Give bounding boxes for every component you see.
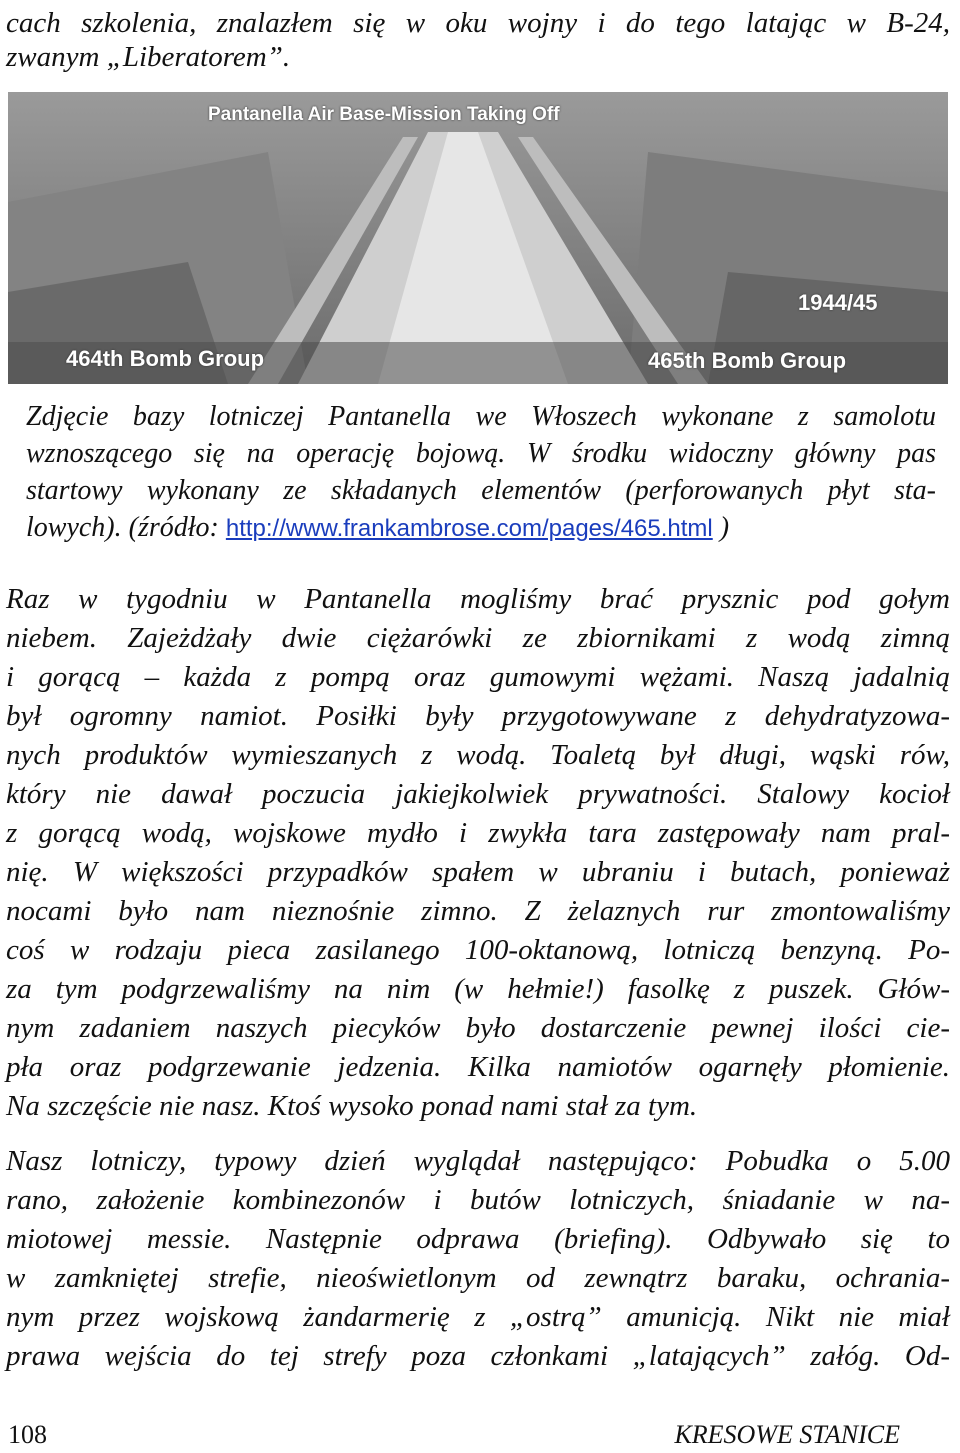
text-line: za tym podgrzewaliśmy na nim (w hełmie!) fasolkę z puszek. Głów- (6, 973, 950, 1005)
photo-right-label: 465th Bomb Group (648, 348, 847, 373)
photo-year-text: 1944/45 (798, 290, 878, 315)
caption-last-line (26, 509, 936, 547)
running-footer-title: KRESOWE STANICE (674, 1420, 900, 1449)
source-link[interactable]: http://www.frankambrose.com/pages/465.html (225, 515, 713, 542)
text-line: coś w rodzaju pieca zasilanego 100-oktanową, lotniczą benzyną. Po- (6, 934, 950, 966)
airbase-image (8, 92, 948, 384)
caption-prefix: lowych). (źródło: (26, 512, 226, 543)
text-line: pła oraz podgrzewanie jedzenia. Kilka namiotów ogarnęły płomienie. (6, 1051, 950, 1083)
text-line: Nasz lotniczy, typowy dzień wyglądał następująco: Pobudka o 5.00 (6, 1145, 950, 1177)
text-line: niebem. Zajeżdżały dwie ciężarówki ze zbiornikami z wodą zimną (6, 622, 950, 654)
caption-line: Zdjęcie bazy lotniczej Pantanella we Włoszech wykonane z samolotu (26, 401, 936, 432)
text-line: w zamkniętej strefie, nieoświetlonym od zewnątrz baraku, ochrania- (6, 1262, 950, 1294)
caption-line: startowy wykonany ze składanych elementów (perforowanych płyt sta- (26, 475, 936, 506)
text-line: miotowej messie. Następnie odprawa (briefing). Odbywało się to (6, 1223, 950, 1255)
text-line: cach szkolenia, znalazłem się w oku wojny i do tego latając w B-24, (6, 7, 950, 39)
photo-banner-text: Pantanella Air Base-Mission Taking Off (208, 104, 560, 125)
text-line: był ogromny namiot. Posiłki były przygotowywane z dehydratyzowa- (6, 700, 950, 732)
photo-left-label: 464th Bomb Group (66, 346, 265, 371)
text-line: nym zadaniem naszych piecyków było dostarczenie pewnej ilości cie- (6, 1012, 950, 1044)
text-line: z gorącą wodą, wojskowe mydło i zwykła tara zastępowały nam pral- (6, 817, 950, 849)
text-line: prawa wejścia do tej strefy poza członkami „latających” załóg. Od- (6, 1340, 950, 1372)
text-line: Na szczęście nie nasz. Ktoś wysoko ponad nami stał za tym. (6, 1090, 698, 1122)
text-line: i gorącą – każda z pompą oraz gumowymi wężami. Naszą jadalnią (6, 661, 950, 693)
text-line: nię. W większości przypadków spałem w ubraniu i butach, ponieważ (6, 856, 950, 888)
text-line: nocami było nam nieznośnie zimno. Z żelaznych rur zmontowaliśmy (6, 895, 950, 927)
text-line: Raz w tygodniu w Pantanella mogliśmy brać prysznic pod gołym (6, 583, 950, 615)
page-number: 108 (8, 1420, 47, 1449)
caption-suffix: ) (712, 512, 730, 543)
text-line: nych produktów wymieszanych z wodą. Toaletą był długi, wąski rów, (6, 739, 950, 771)
text-line: rano, założenie kombinezonów i butów lotniczych, śniadanie w na- (6, 1184, 950, 1216)
text-line: który nie dawał poczucia jakiejkolwiek prywatności. Stalowy kocioł (6, 778, 950, 810)
text-line: zwanym „Liberatorem”. (6, 41, 291, 73)
aerial-photo (8, 92, 948, 384)
caption-line: wznoszącego się na operację bojową. W środku widoczny główny pas (26, 438, 936, 469)
text-line: nym przez wojskową żandarmerię z „ostrą” amunicją. Nikt nie miał (6, 1301, 950, 1333)
